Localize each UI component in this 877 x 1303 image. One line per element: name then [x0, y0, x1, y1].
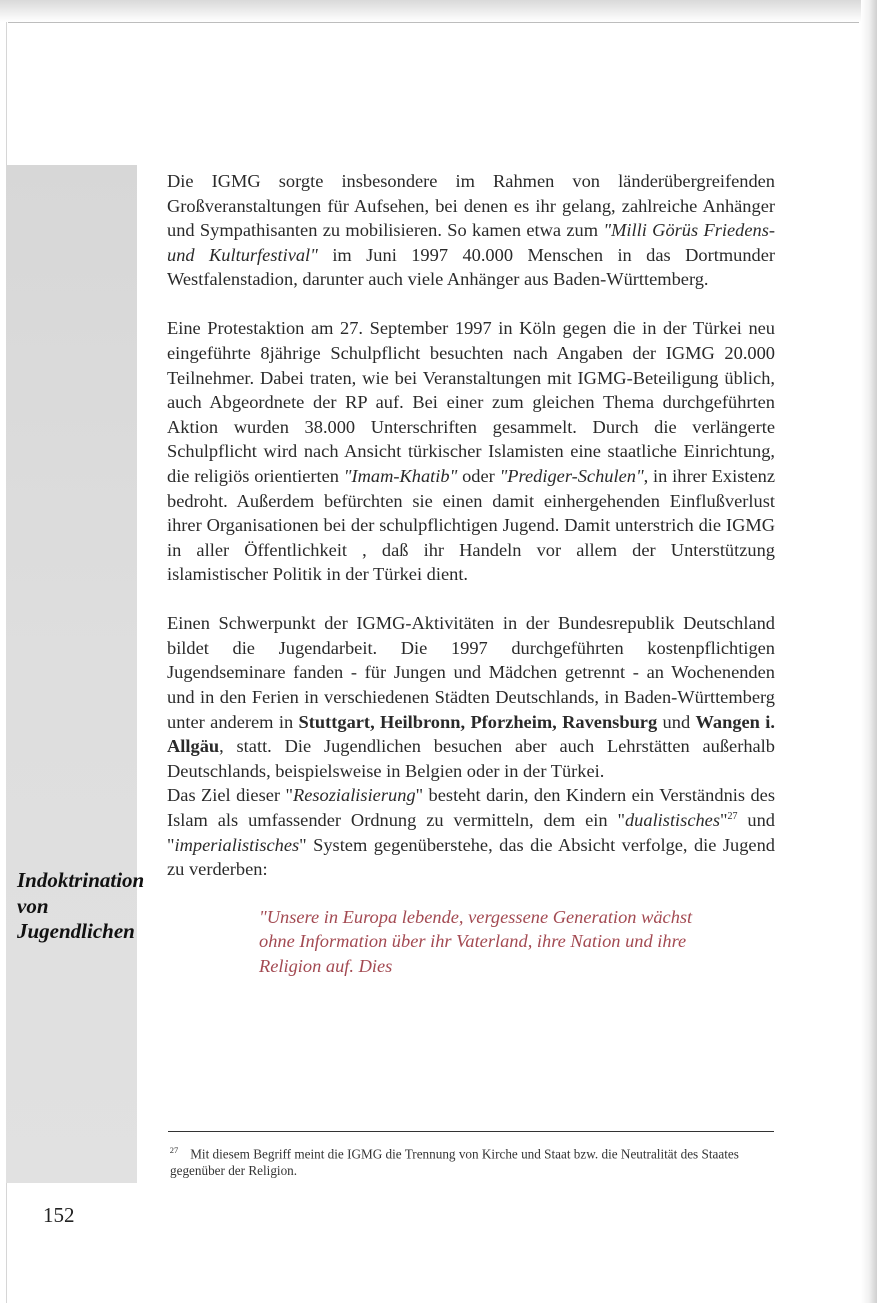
festival-name: "Milli Görüs Friedens- und Kulturfestival"	[167, 220, 775, 265]
paragraph-2-text-2: oder	[457, 465, 500, 486]
paragraph-1-text-2: im Juni 1997 40.000 Menschen in das Dortmunder Westfalenstadion, darunter auch viele Anhänger aus Baden-Württemberg.	[167, 244, 776, 290]
paragraph-4-text-5: " System gegenüberstehe, das die Absicht verfolge, die Jugend zu verderben:	[167, 834, 775, 880]
paragraph-3	[167, 611, 775, 783]
paragraph-2	[167, 316, 775, 587]
city-separator: ,	[370, 711, 381, 732]
city-pforzheim: Pforzheim	[470, 711, 553, 732]
footnote-number: 27	[169, 1145, 179, 1155]
city-separator: ,	[552, 711, 563, 732]
margin-sidebar	[6, 165, 145, 1183]
term-imperialistisches: imperialistisches	[174, 834, 300, 855]
city-separator: und	[657, 711, 696, 732]
prediger-schulen-term: "Prediger-Schulen"	[499, 465, 644, 486]
city-ravensburg: Ravensburg	[562, 711, 658, 732]
footnote-divider	[168, 1131, 774, 1132]
paragraph-2-text-3: , in ihrer Existenz bedroht. Außerdem befürchten sie einen damit einhergehenden Einflußverlust ihrer Organisationen bei der schulpflichtigen Jugend. Damit unterstrich die IGMG in aller Öffentlichkeit , daß ihr Handeln vor allem der Unterstützung islamistischer Politik in der Türkei dient.	[167, 465, 775, 585]
paragraph-3-text-1: Einen Schwerpunkt der IGMG-Aktivitäten in der Bundesrepublik Deutschland bildet die Jugendarbeit. Die 1997 durchgeführten kostenpflichtigen Jugendseminare fanden - für Jungen und Mädchen getrennt - an Wochenenden und in den Ferien in verschiedenen Städten Deutschlands, in Baden-Württemberg unter anderem in	[167, 613, 775, 732]
city-stuttgart: Stuttgart	[298, 711, 371, 732]
page-top-shadow	[0, 0, 877, 22]
paragraph-4-text-1: Das Ziel dieser "	[167, 785, 293, 806]
paragraph-4-text-3: "	[720, 810, 728, 831]
paragraph-1	[167, 169, 775, 292]
footnote-reference: 27	[727, 810, 738, 822]
footnote	[170, 1142, 774, 1179]
term-dualistisches: dualistisches	[624, 810, 720, 831]
page-number: 152	[43, 1203, 75, 1227]
main-text	[167, 169, 775, 979]
imam-khatib-term: "Imam-Khatib"	[343, 465, 458, 486]
page-right-shadow	[861, 0, 877, 1303]
paragraph-4-text-2: " besteht darin, den Kindern ein Verständnis des Islam als umfassender Ordnung zu vermitteln, dem ein "	[167, 785, 775, 831]
city-separator: ,	[460, 711, 471, 732]
term-resozialisierung: Resozialisierung	[292, 785, 416, 806]
paragraph-3-text-2: , statt. Die Jugendlichen besuchen aber auch Lehrstätten außerhalb Deutschlands, beispielsweise in Belgien oder in der Türkei.	[167, 736, 775, 781]
paragraph-4	[167, 783, 775, 881]
city-heilbronn: Heilbronn	[380, 711, 461, 732]
paragraph-4-text-4: und "	[167, 810, 775, 855]
paragraph-2-text-1: Eine Protestaktion am 27. September 1997 in Köln gegen die in der Türkei neu eingeführte 8jährige Schulpflicht besuchten nach Angaben der IGMG 20.000 Teilnehmer. Dabei traten, wie bei Veranstaltungen mit IGMG-Beteiligung üblich, auch Abgeordnete der RP auf. Bei einer zum gleichen Thema durchgeführten Aktion wurden 38.000 Unterschriften gesammelt. Durch die verlängerte Schulpflicht wird nach Ansicht türkischer Islamisten eine staatliche Einrichtung, die religiös orientierten	[167, 318, 775, 486]
page-top-border	[8, 22, 859, 23]
block-quote: "Unsere in Europa lebende, vergessene Generation wächst ohne Information über ihr Vaterland, ihre Nation und ihre Religion auf. Dies	[259, 906, 693, 976]
footnote-text: Mit diesem Begriff meint die IGMG die Trennung von Kirche und Staat bzw. die Neutralität des Staates gegenüber der Religion.	[170, 1146, 739, 1179]
paragraph-1-text-1: Die IGMG sorgte insbesondere im Rahmen von länderübergreifenden Großveranstaltungen für Aufsehen, bei denen es ihr gelang, zahlreiche Anhänger und Sympathisanten zu mobilisieren. So kamen etwa zum	[167, 171, 775, 241]
city-wangen: Wangen i. Allgäu	[167, 711, 775, 757]
margin-note: Indoktrination von Jugendlichen	[17, 868, 145, 943]
